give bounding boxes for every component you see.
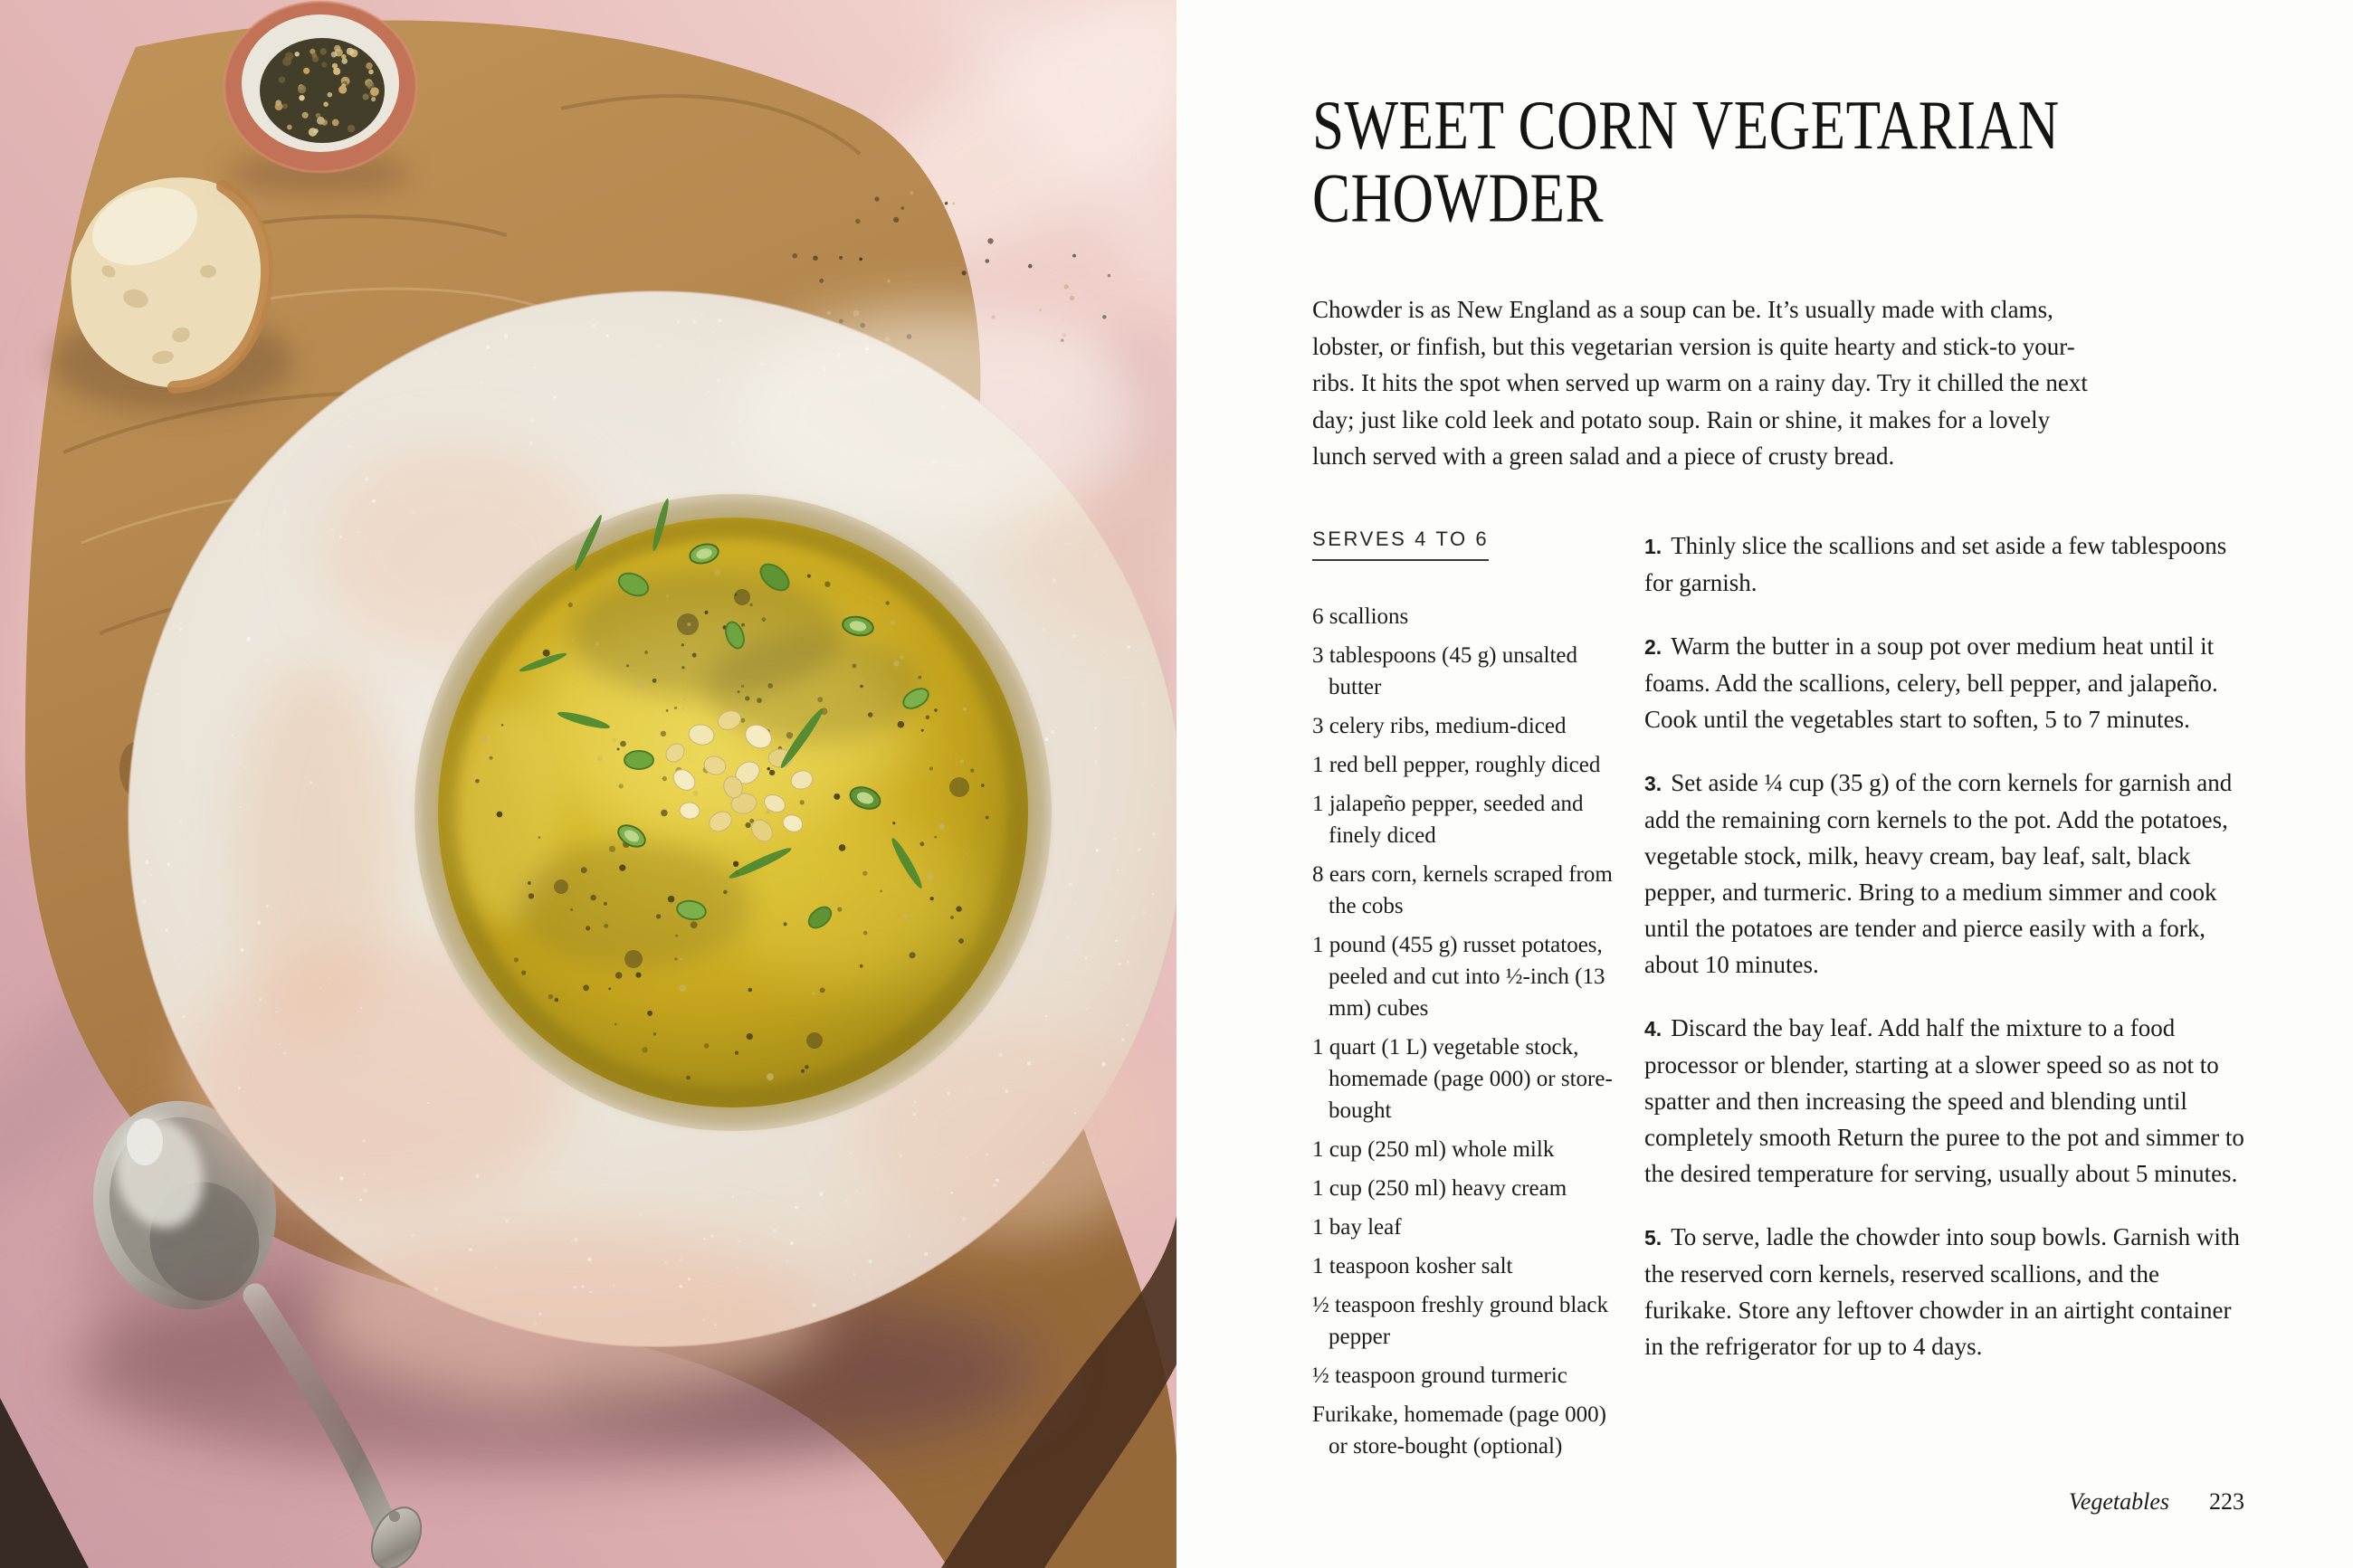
recipe-photo <box>0 0 1176 1568</box>
ingredient-item: 3 tablespoons (45 g) unsalted butter <box>1312 642 1578 699</box>
ingredient-item: 3 celery ribs, medium-diced <box>1312 713 1567 738</box>
step-number: 4. <box>1644 1016 1662 1041</box>
step-number: 3. <box>1644 771 1662 795</box>
ingredient-item: 6 scallions <box>1312 603 1409 629</box>
step-number: 1. <box>1644 534 1662 558</box>
ingredients-list <box>1312 601 1624 1462</box>
section-label: Vegetables <box>2068 1488 2169 1515</box>
ingredient-item: 1 teaspoon kosher salt <box>1312 1253 1513 1278</box>
ingredient-item: 1 cup (250 ml) heavy cream <box>1312 1175 1567 1201</box>
ingredient-item: 8 ears corn, kernels scraped from the cobs <box>1312 861 1613 918</box>
furikake-bowl <box>224 2 416 195</box>
ingredients-column <box>1312 527 1624 1469</box>
ingredient-item: Furikake, homemade (page 000) or store-bought (optional) <box>1312 1402 1606 1459</box>
instruction-step: 5. To serve, ladle the chowder into soup bowls. Garnish with the reserved corn kernels, reserved scallions, and the furikake. Store any leftover chowder in an airtight container in the refrigerator for up to 4 days. <box>1644 1222 2240 1360</box>
ingredient-item: 1 cup (250 ml) whole milk <box>1312 1136 1555 1162</box>
ingredient-item: ½ teaspoon ground turmeric <box>1312 1363 1567 1388</box>
instruction-step: 1. Thinly slice the scallions and set aside a few tablespoons for garnish. <box>1644 531 2227 596</box>
recipe-title: SWEET CORN VEGETARIAN CHOWDER <box>1312 86 2060 237</box>
instruction-step: 3. Set aside ¼ cup (35 g) of the corn kernels for garnish and add the remaining corn kernels to the pot. Add the potatoes, vegetable stock, milk, heavy cream, bay leaf, salt, black pepper, and turmeric. Bring to a medium simmer and cook until the potatoes are tender and pierce easily with a fork, about 10 minutes. <box>1644 768 2233 978</box>
ingredient-item: 1 quart (1 L) vegetable stock, homemade (page 000) or store-bought <box>1312 1034 1613 1123</box>
serves-label: SERVES 4 TO 6 <box>1312 527 1489 561</box>
instructions-column <box>1644 527 2244 1392</box>
ingredient-item: 1 bay leaf <box>1312 1214 1402 1240</box>
instruction-step: 2. Warm the butter in a soup pot over medium heat until it foams. Add the scallions, celery, bell pepper, and jalapeño. Cook until the vegetables start to soften, 5 to 7 minutes. <box>1644 632 2218 733</box>
ingredient-item: 1 jalapeño pepper, seeded and finely diced <box>1312 791 1584 848</box>
page-number: 223 <box>2209 1488 2244 1515</box>
recipe-page <box>1176 0 2353 1568</box>
recipe-intro: Chowder is as New England as a soup can be. It’s usually made with clams, lobster, or finfish, but this vegetarian version is quite hearty and stick-to your-ribs. It hits the spot when served up warm on a rainy day. Try it chilled the next day; just like cold leek and potato soup. Rain or shine, it makes for a lovely lunch served with a green salad and a piece of crusty bread. <box>1312 296 2088 470</box>
ingredient-item: 1 pound (455 g) russet potatoes, peeled and cut into ½-inch (13 mm) cubes <box>1312 932 1605 1021</box>
ingredient-item: ½ teaspoon freshly ground black pepper <box>1312 1292 1609 1349</box>
page-footer <box>2069 1488 2244 1516</box>
ingredient-item: 1 red bell pepper, roughly diced <box>1312 752 1601 777</box>
step-number: 2. <box>1644 634 1662 659</box>
step-number: 5. <box>1644 1225 1662 1250</box>
recipe-columns <box>1312 527 2244 1469</box>
instruction-step: 4. Discard the bay leaf. Add half the mixture to a food processor or blender, starting at a slower speed so as not to spatter and then increasing the speed and blending until completely smooth Return the puree to the pot and simmer to the desired temperature for serving, usually about 5 minutes. <box>1644 1013 2244 1187</box>
